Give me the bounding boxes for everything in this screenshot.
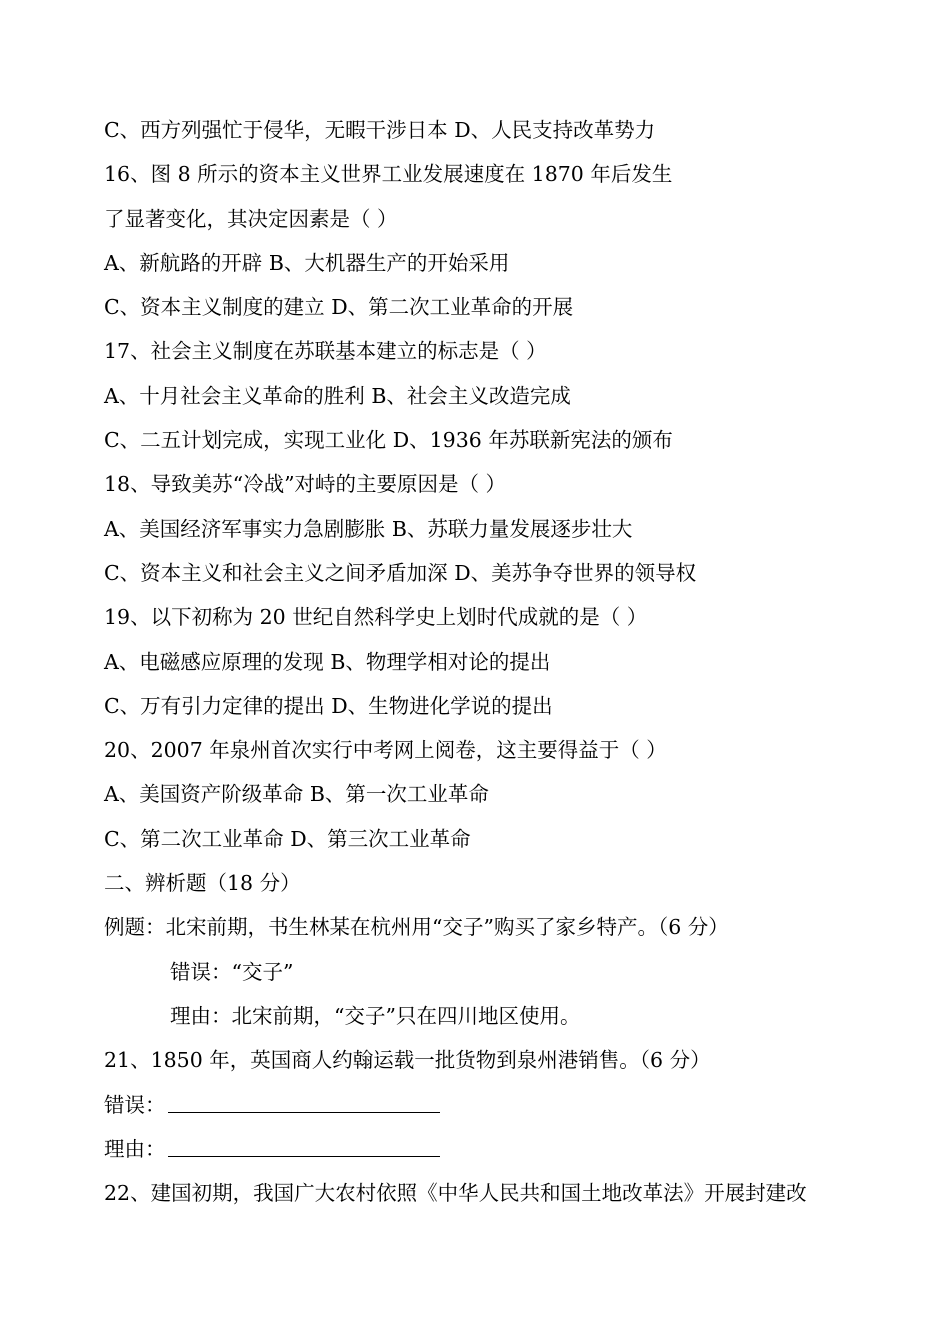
option-line: A、十月社会主义革命的胜利 B、社会主义改造完成 xyxy=(104,383,571,408)
question-19: 19、以下初称为 20 世纪自然科学史上划时代成就的是（ ） xyxy=(104,605,648,630)
text-line: 了显著变化，其决定因素是（ ） xyxy=(104,206,398,231)
option-line: A、新航路的开辟 B、大机器生产的开始采用 xyxy=(104,250,510,275)
question-21: 21、1850 年，英国商人约翰运载一批货物到泉州港销售。（6 分） xyxy=(104,1048,711,1073)
option-line: C、资本主义制度的建立 D、第二次工业革命的开展 xyxy=(104,295,574,320)
document-page xyxy=(104,108,904,1215)
error-answer-row xyxy=(104,1083,904,1127)
option-line: A、美国资产阶级革命 B、第一次工业革命 xyxy=(104,782,489,807)
example-question: 例题：北宋前期，书生林某在杭州用“交子”购买了家乡特产。（6 分） xyxy=(104,915,729,940)
section-heading: 二、辨析题（18 分） xyxy=(104,871,301,896)
question-17: 17、社会主义制度在苏联基本建立的标志是（ ） xyxy=(104,339,547,364)
error-label: 错误： xyxy=(104,1092,166,1117)
option-line: C、第二次工业革命 D、第三次工业革命 xyxy=(104,826,471,851)
option-line: C、万有引力定律的提出 D、生物进化学说的提出 xyxy=(104,693,553,718)
question-22: 22、建国初期，我国广大农村依照《中华人民共和国土地改革法》开展封建改 xyxy=(104,1181,807,1206)
option-line: C、二五计划完成，实现工业化 D、1936 年苏联新宪法的颁布 xyxy=(104,428,673,453)
reason-answer-blank[interactable] xyxy=(168,1136,440,1157)
reason-label: 理由： xyxy=(104,1136,166,1161)
question-18: 18、导致美苏“冷战”对峙的主要原因是（ ） xyxy=(104,472,507,497)
question-20: 20、2007 年泉州首次实行中考网上阅卷，这主要得益于（ ） xyxy=(104,738,667,763)
text-line: C、西方列强忙于侵华，无暇干涉日本 D、人民支持改革势力 xyxy=(104,118,656,142)
example-error: 错误：“交子” xyxy=(170,959,294,984)
option-line: A、美国经济军事实力急剧膨胀 B、苏联力量发展逐步壮大 xyxy=(104,516,633,541)
option-line: C、资本主义和社会主义之间矛盾加深 D、美苏争夺世界的领导权 xyxy=(104,560,697,585)
error-answer-blank[interactable] xyxy=(168,1092,440,1113)
question-16: 16、图 8 所示的资本主义世界工业发展速度在 1870 年后发生 xyxy=(104,162,673,187)
example-reason: 理由：北宋前期，“交子”只在四川地区使用。 xyxy=(170,1003,581,1028)
option-line: A、电磁感应原理的发现 B、物理学相对论的提出 xyxy=(104,649,551,674)
reason-answer-row xyxy=(104,1127,904,1171)
